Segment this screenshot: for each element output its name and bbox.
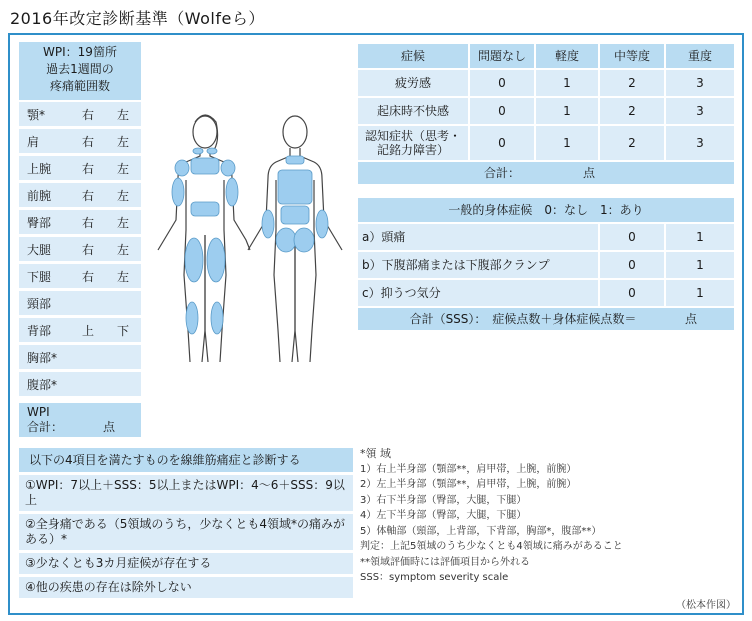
wpi-row (19, 372, 141, 396)
symptom-score: 3 (666, 126, 734, 160)
symptom-score: 1 (536, 98, 598, 124)
criteria-item: ②全身痛である（5領域のうち，少なくとも4領域*の痛みがある）* (19, 514, 353, 550)
symptom-col-header: 重度 (666, 44, 734, 68)
pain-region-upper-arm-right (172, 178, 184, 206)
pain-region-upper-back (278, 170, 312, 204)
wpi-footer-total-label: 合計： (27, 420, 64, 434)
pain-region-forearm-right (262, 210, 274, 238)
criteria-header: 以下の4項目を満たすものを線維筋痛症と診断する (19, 448, 353, 472)
symptom-row (358, 126, 734, 160)
criteria-item: ③少なくとも3カ月症候が存在する (19, 553, 353, 574)
wpi-region-label: 臀部 (27, 216, 52, 230)
wpi-header-line: 疼痛範囲数 (49, 79, 110, 93)
symptom-name: 疲労感 (358, 70, 468, 96)
wpi-footer-unit: 点 (103, 420, 116, 434)
wpi-side-left: 下 (117, 324, 130, 338)
wpi-region-label: 肩 (27, 135, 40, 149)
pain-region-chest (191, 158, 219, 174)
wpi-region-label: 下腿 (27, 270, 52, 284)
pain-region-buttock-right (276, 228, 296, 252)
symptom-name: 認知症状（思考・記銘力障害） (358, 126, 468, 160)
wpi-side-left: 左 (117, 216, 130, 230)
pain-region-buttock-left (294, 228, 314, 252)
wpi-side-right: 右 (82, 108, 95, 122)
symptom-score: 2 (600, 98, 664, 124)
wpi-row (19, 156, 141, 180)
symptom-header-row (358, 44, 734, 68)
criteria-item: ④他の疾患の存在は除外しない (19, 577, 353, 598)
wpi-row (19, 183, 141, 207)
wpi-header-line: WPI：19箇所 (43, 45, 117, 59)
notes-heading: *領 域 (360, 447, 391, 460)
wpi-side-right: 右 (82, 243, 95, 257)
general-symptom-name: c）抑うつ気分 (358, 280, 598, 306)
pain-region-upper-arm-left (226, 178, 238, 206)
general-score: 1 (666, 252, 734, 278)
region-notes (360, 446, 740, 586)
wpi-footer (19, 403, 141, 437)
pain-region-thigh-right (185, 238, 203, 282)
symptom-score: 3 (666, 98, 734, 124)
symptom-score: 0 (470, 126, 534, 160)
wpi-side-right: 右 (82, 189, 95, 203)
general-score: 1 (666, 224, 734, 250)
wpi-row (19, 102, 141, 126)
diagnostic-criteria (19, 448, 353, 598)
pain-region-jaw-left (207, 148, 217, 154)
symptom-col-header: 軽度 (536, 44, 598, 68)
symptom-col-header: 中等度 (600, 44, 664, 68)
wpi-side-left: 左 (117, 189, 130, 203)
general-row (358, 280, 734, 306)
wpi-side-left: 左 (117, 243, 130, 257)
note-line: 3）右下半身部（臀部，大腿，下腿） (360, 494, 527, 506)
wpi-footer-label: WPI (27, 405, 50, 419)
symptom-total-row (358, 162, 734, 184)
note-line: 2）左上半身部（顎部**，肩甲帯，上腕，前腕） (360, 479, 577, 490)
general-score: 0 (600, 224, 664, 250)
wpi-row (19, 345, 141, 369)
wpi-side-right: 右 (82, 216, 95, 230)
wpi-side-left: 左 (117, 135, 130, 149)
symptom-score: 0 (470, 98, 534, 124)
symptom-score: 3 (666, 70, 734, 96)
wpi-side-left: 左 (117, 108, 130, 122)
note-line: **領域評価時には評価項目から外れる (360, 556, 530, 568)
wpi-header (19, 42, 141, 100)
general-score: 0 (600, 252, 664, 278)
page-title: 2016年改定診断基準（Wolfeら） (10, 9, 265, 28)
wpi-region-label: 上腕 (27, 162, 52, 176)
general-row (358, 252, 734, 278)
wpi-row (19, 291, 141, 315)
wpi-region-label: 頸部 (27, 297, 52, 311)
sss-total-unit: 点 (684, 312, 697, 326)
general-header: 一般的身体症候 0：なし 1：あり (448, 203, 644, 217)
symptom-score: 2 (600, 126, 664, 160)
symptom-score: 1 (536, 126, 598, 160)
general-score: 0 (600, 280, 664, 306)
wpi-row (19, 210, 141, 234)
wpi-side-left: 左 (117, 162, 130, 176)
criteria-item: ①WPI：7以上＋SSS：5以上またはWPI：4〜6＋SSS：9以上 (19, 475, 353, 511)
note-line: 判定：上記5領域のうち少なくとも4領域に痛みがあること (360, 541, 623, 552)
symptom-total-unit: 点 (582, 166, 595, 180)
pain-region-shoulder-left (221, 160, 235, 176)
symptom-score: 0 (470, 70, 534, 96)
wpi-side-right: 上 (82, 324, 95, 338)
general-symptom-name: b）下腹部痛または下腹部クランプ (358, 252, 598, 278)
general-symptom-name: a）頭痛 (358, 224, 598, 250)
wpi-region-label: 顎* (27, 108, 46, 122)
note-line: SSS：symptom severity scale (360, 572, 509, 583)
wpi-side-left: 左 (117, 270, 130, 284)
wpi-region-label: 胸部* (27, 351, 58, 365)
wpi-row (19, 318, 141, 342)
general-total-row (358, 308, 734, 330)
wpi-region-label: 大腿 (27, 243, 52, 257)
pain-region-neck (286, 156, 304, 164)
pain-region-lower-back (281, 206, 309, 224)
pain-region-forearm-left (316, 210, 328, 238)
general-score: 1 (666, 280, 734, 306)
symptom-row (358, 98, 734, 124)
symptom-total-label: 合計： (483, 166, 520, 180)
wpi-row (19, 237, 141, 261)
body-diagram (150, 100, 350, 370)
wpi-side-right: 右 (82, 270, 95, 284)
wpi-row (19, 129, 141, 153)
general-header-row (358, 198, 734, 222)
symptom-score: 2 (600, 70, 664, 96)
wpi-side-right: 右 (82, 135, 95, 149)
pain-region-jaw-right (193, 148, 203, 154)
note-line: 4）左下半身部（臀部，大腿，下腿） (360, 510, 527, 521)
symptom-name: 起床時不快感 (358, 98, 468, 124)
wpi-region-label: 背部 (27, 324, 52, 338)
figure-credit: （松本作図） (676, 600, 736, 611)
pain-region-shoulder-right (175, 160, 189, 176)
pain-region-lower-leg-left (211, 302, 223, 334)
note-line: 1）右上半身部（顎部**，肩甲帯，上腕，前腕） (360, 463, 577, 475)
general-row (358, 224, 734, 250)
wpi-region-label: 前腕 (27, 189, 52, 203)
wpi-header-line: 過去1週間の (46, 62, 114, 76)
pain-region-abdomen (191, 202, 219, 216)
symptom-score: 1 (536, 70, 598, 96)
wpi-region-label: 腹部* (27, 378, 58, 392)
wpi-side-right: 右 (82, 162, 95, 176)
wpi-row (19, 264, 141, 288)
symptom-col-header: 問題なし (470, 44, 534, 68)
symptom-col-header: 症候 (358, 44, 468, 68)
note-line: 5）体軸部（頸部，上背部，下背部，胸部*，腹部**） (360, 525, 602, 537)
symptom-row (358, 70, 734, 96)
pain-region-thigh-left (207, 238, 225, 282)
pain-region-lower-leg-right (186, 302, 198, 334)
sss-total-label: 合計（SSS）： 症候点数＋身体症候点数＝ (409, 312, 637, 326)
